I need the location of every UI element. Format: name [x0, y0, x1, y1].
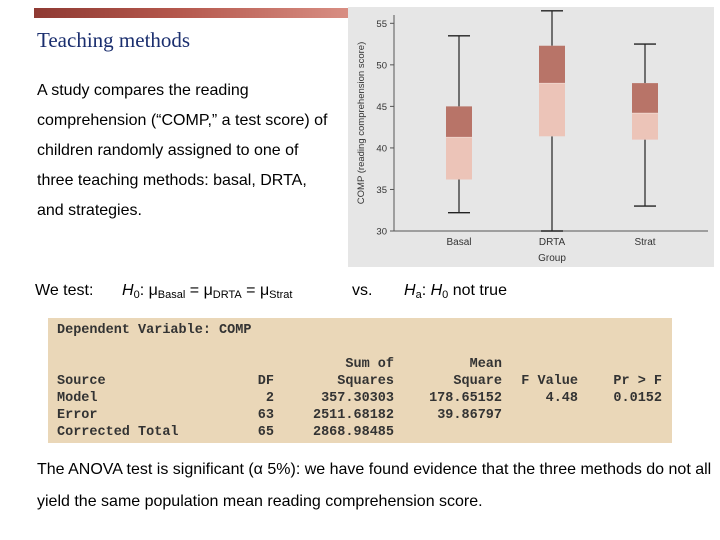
conclusion-text: The ANOVA test is significant (α 5%): we have found evidence that the three methods do not all yield the same population mean reading comprehension score.	[37, 461, 712, 510]
y-tick-label: 55	[376, 18, 387, 30]
table-cell-p: 0.0152	[613, 391, 662, 406]
category-label: Basal	[446, 237, 472, 248]
column-header-ss: Squares	[337, 374, 394, 389]
table-cell-df: 65	[257, 425, 274, 440]
table-cell-ms: 178.65152	[429, 391, 502, 406]
upper-box	[539, 46, 565, 83]
lower-box	[539, 83, 565, 136]
hypothesis-vs: vs.	[352, 282, 373, 299]
column-header-p: Pr > F	[613, 374, 662, 389]
null-hypothesis: $H_0$: $\mu_{Basal} = \mu_{DRTA} = \mu_{Strat}$	[122, 282, 293, 301]
hypothesis-label: We test:	[35, 282, 94, 299]
header-sum-of: Sum of	[345, 357, 394, 372]
category-label: Strat	[634, 237, 656, 248]
y-axis-title: COMP (reading comprehension score)	[356, 41, 367, 205]
column-header-source: Source	[57, 374, 106, 389]
category-label: DRTA	[538, 237, 566, 248]
table-cell-ss: 2868.98485	[312, 425, 394, 440]
column-header-f: F Value	[521, 374, 578, 389]
y-tick-label: 40	[376, 143, 387, 155]
boxplot-svg	[348, 7, 714, 267]
table-cell-ss: 2511.68182	[312, 408, 394, 423]
slide-title: Teaching methods	[37, 28, 191, 52]
table-cell-source: Model	[57, 391, 98, 406]
table-cell-ms: 39.86797	[437, 408, 502, 423]
column-header-ms: Square	[453, 374, 502, 389]
intro-text: A study compares the reading comprehension (“COMP,” a test score) of children randomly assigned to one of three teaching methods: basal, DRTA, and strategies.	[37, 82, 328, 219]
y-tick-label: 50	[376, 60, 387, 72]
boxplot-chart	[348, 7, 714, 267]
header-mean: Mean	[469, 357, 502, 372]
x-axis-title: Group	[538, 253, 566, 264]
lower-box	[632, 113, 658, 140]
y-tick-label: 35	[376, 184, 387, 196]
y-tick-label: 30	[376, 226, 387, 238]
alternative-hypothesis: $H_a$: $H_0$ not true	[404, 282, 507, 301]
table-cell-f: 4.48	[545, 391, 578, 406]
lower-box	[446, 137, 472, 179]
table-cell-df: 2	[265, 391, 274, 406]
column-header-df: DF	[257, 374, 274, 389]
title-accent-bar	[34, 8, 348, 18]
table-cell-df: 63	[257, 408, 274, 423]
anova-output-table	[48, 318, 672, 443]
upper-box	[446, 106, 472, 137]
upper-box	[632, 83, 658, 113]
table-cell-source: Corrected Total	[57, 425, 179, 440]
dependent-variable-label: Dependent Variable: COMP	[57, 323, 252, 338]
y-tick-label: 45	[376, 101, 387, 113]
table-cell-ss: 357.30303	[321, 391, 394, 406]
table-cell-source: Error	[57, 408, 98, 423]
